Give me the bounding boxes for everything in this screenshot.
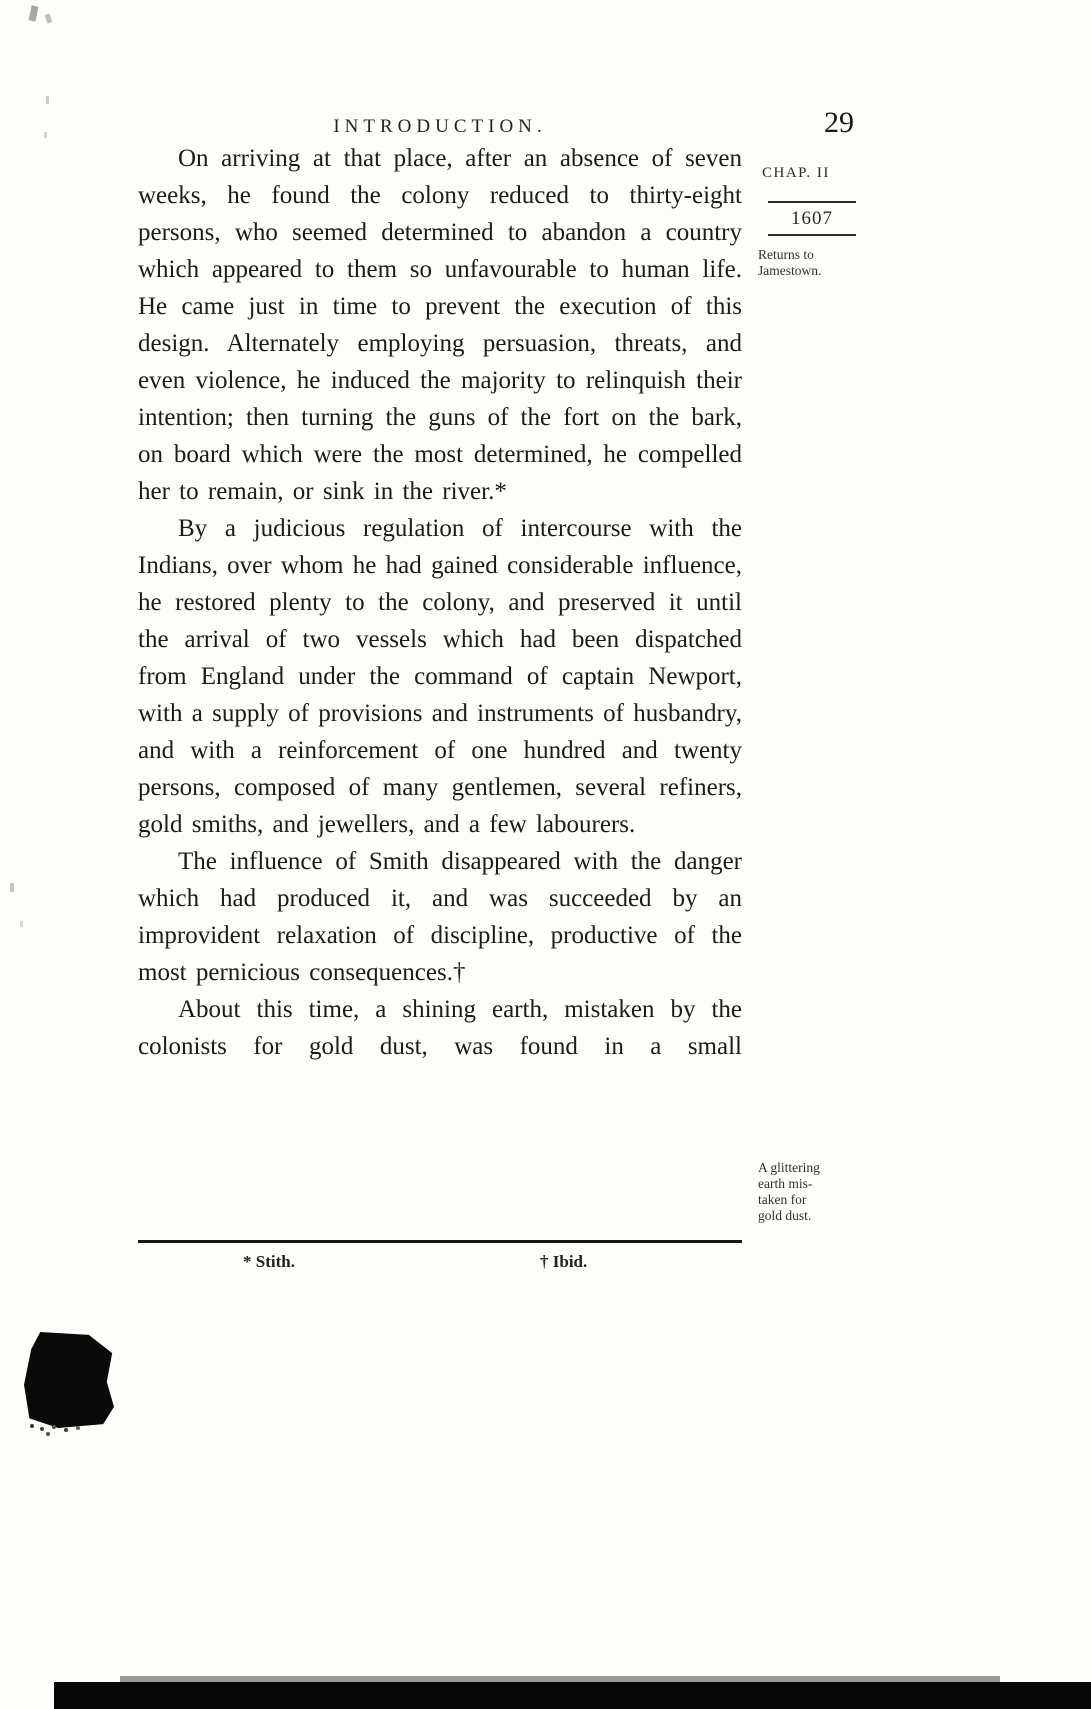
margin-note-jamestown xyxy=(758,247,821,279)
scan-artifact-mark xyxy=(29,5,39,21)
scan-artifact-speck xyxy=(10,883,14,892)
paragraph: On arriving at that place, after an absence of seven weeks, he found the colony reduced to thirty-eight persons, who seemed determined to abandon a country which appeared to them so unfavourable to human life. He came just in time to prevent the execution of this design. Alternately employing persuasion, threats, and even violence, he induced the majority to relinquish their intention; then turning the guns of the fort on the bark, on board which were the most determined, he compelled her to remain, or sink in the river.* xyxy=(138,145,742,505)
margin-chapter-label: CHAP. II xyxy=(762,165,830,181)
paragraph: By a judicious regulation of intercourse with the Indians, over whom he had gained considerable influence, he restored plenty to the colony, and preserved it until the arrival of two vessels which had been dispatched from England under the command of captain Newport, with a supply of provisions and instruments of husbandry, and with a reinforcement of one hundred and twenty persons, composed of many gentlemen, several refiners, gold smiths, and jewellers, and a few labourers. xyxy=(138,515,742,838)
margin-note-line: Jamestown. xyxy=(758,263,822,278)
ink-speckles-artifact xyxy=(30,1424,34,1428)
footnote-ibid: † Ibid. xyxy=(540,1252,588,1271)
footnotes xyxy=(138,1252,742,1278)
paragraph: The influence of Smith disappeared with the danger which had produced it, and was succeeded by an improvident relaxation of discipline, productive of the most pernicious consequences.† xyxy=(138,848,742,986)
scan-edge-bar xyxy=(54,1682,1091,1709)
page-number: 29 xyxy=(824,106,854,139)
margin-year-label: 1607 xyxy=(768,201,856,236)
margin-note-line: taken for xyxy=(758,1192,807,1207)
paragraph: About this time, a shining earth, mistaken by the colonists for gold dust, was found in a small xyxy=(138,996,742,1060)
margin-note-line: earth mis- xyxy=(758,1176,813,1191)
main-text-block xyxy=(138,140,742,1238)
scan-artifact-speck xyxy=(44,132,47,138)
running-title: INTRODUCTION. xyxy=(333,116,547,137)
footnote-stith: * Stith. xyxy=(243,1252,295,1271)
margin-note-line: gold dust. xyxy=(758,1208,812,1223)
footnote-rule xyxy=(138,1240,742,1243)
scan-artifact-mark xyxy=(45,13,53,23)
margin-note-line: Returns to xyxy=(758,247,814,262)
margin-note-line: A glittering xyxy=(758,1160,820,1175)
ink-blot-artifact xyxy=(24,1332,114,1428)
margin-note-gold-dust xyxy=(758,1160,820,1224)
scan-artifact-speck xyxy=(46,96,49,104)
scan-artifact-speck xyxy=(20,921,23,927)
